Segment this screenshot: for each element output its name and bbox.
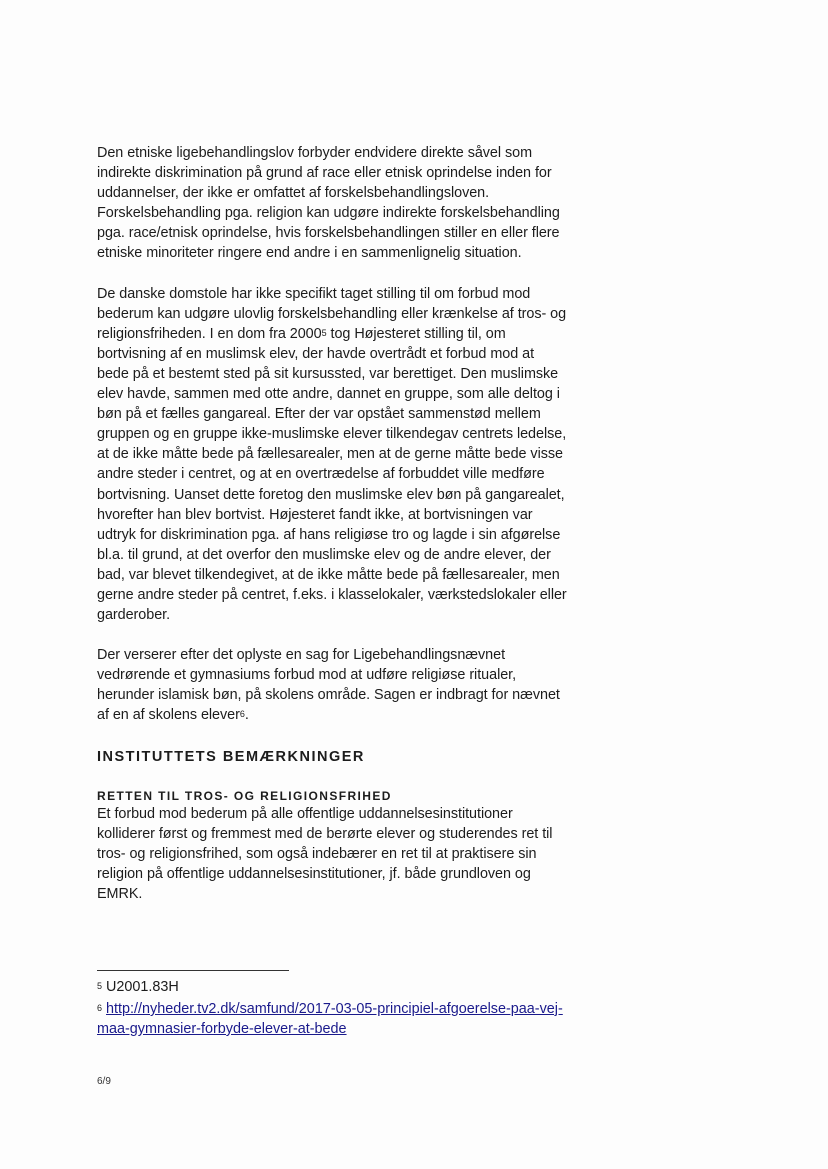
footnote-ref-5[interactable]: 5 — [321, 327, 327, 338]
footnote-divider — [97, 970, 289, 971]
footnote-6-number: 6 — [97, 1003, 103, 1013]
footnote-6 — [97, 999, 577, 1039]
footnote-5-number: 5 — [97, 981, 103, 991]
paragraph-3-text: Der verserer efter det oplyste en sag for Ligebehandlingsnævnet vedrørende et gymnasiums forbud mod at udføre religiøse ritualer, herunder islamisk bøn, på skolens område. Sagen er indbragt for nævnet af en af skolens elever — [97, 647, 560, 724]
footnote-5-text: U2001.83H — [106, 979, 179, 995]
footnote-ref-6[interactable]: 6 — [239, 709, 245, 720]
paragraph-4: Et forbud mod bederum på alle offentlige uddannelsesinstitutioner kolliderer først og fremmest med de berørte elever og studerendes ret til tros- og religionsfrihed, som også indebærer en ret til at praktisere sin religion på offentlige uddannelsesinstitutioner, jf. både grundloven og EMRK. — [97, 805, 553, 902]
paragraph-1: Den etniske ligebehandlingslov forbyder endvidere direkte såvel som indirekte diskrimination på grund af race eller etnisk oprindelse inden for uddannelser, der ikke er omfattet af forskelsbehandlingsloven. Forskelsbehandling pga. religion kan udgøre indirekte forskelsbehandling pga. race/etnisk oprindelse, hvis forskelsbehandlingen stiller en eller flere etniske minoriteter ringere end andre i en sammenlignelig situation. — [97, 145, 560, 262]
footnote-5 — [97, 977, 577, 997]
footnote-6-link[interactable]: http://nyheder.tv2.dk/samfund/2017-03-05-principiel-afgoerelse-paa-vej-maa-gymnasier-forbyde-elever-at-bede — [97, 1001, 563, 1037]
paragraph-2 — [97, 284, 567, 626]
paragraph-3-end: . — [244, 707, 249, 724]
section-heading: INSTITUTTETS BEMÆRKNINGER — [97, 748, 365, 765]
subsection-heading: RETTEN TIL TROS- OG RELIGIONSFRIHED — [97, 788, 392, 803]
page-number: 6/9 — [97, 1076, 111, 1087]
paragraph-3 — [97, 645, 567, 725]
paragraph-2-start: De danske domstole har ikke specifikt taget stilling til om forbud mod bederum kan udgøre ulovlig forskelsbehandling eller krænkelse af tros- og religionsfriheden. I en dom fra 2000 — [97, 285, 567, 342]
paragraph-2-rest: tog Højesteret stilling til, om bortvisning af en muslimsk elev, der havde overtrådt et forbud mod at bede på et bestemt sted på sit kursussted, var berettiget. Den muslimske elev havde, sammen med otte andre, dannet en gruppe, som alle deltog i bøn på et fælles gangareal. Efter der var opstået sammenstød mellem gruppen og en gruppe ikke-muslimske elever tilkendegav centrets ledelse, at de ikke måtte bede på fællesarealer, men at de gerne måtte bede visse andre steder i centret, og at en overtrædelse af forbuddet ville medføre bortvisning. Uanset dette foretog den muslimske elev bøn på gangarealet, hvorefter han blev bortvist. Højesteret fandt ikke, at bortvisningen var udtryk for diskrimination pga. af hans religiøse tro og lagde i sin afgørelse bl.a. til grund, at det overfor den muslimske elev og de andre elever, der bad, var blevet tilkendegivet, at de ikke måtte bede på fællesarealer, men gerne andre steder på centret, f.eks. i klasselokaler, værkstedslokaler eller garderober. — [97, 325, 567, 624]
body-text — [97, 143, 567, 904]
